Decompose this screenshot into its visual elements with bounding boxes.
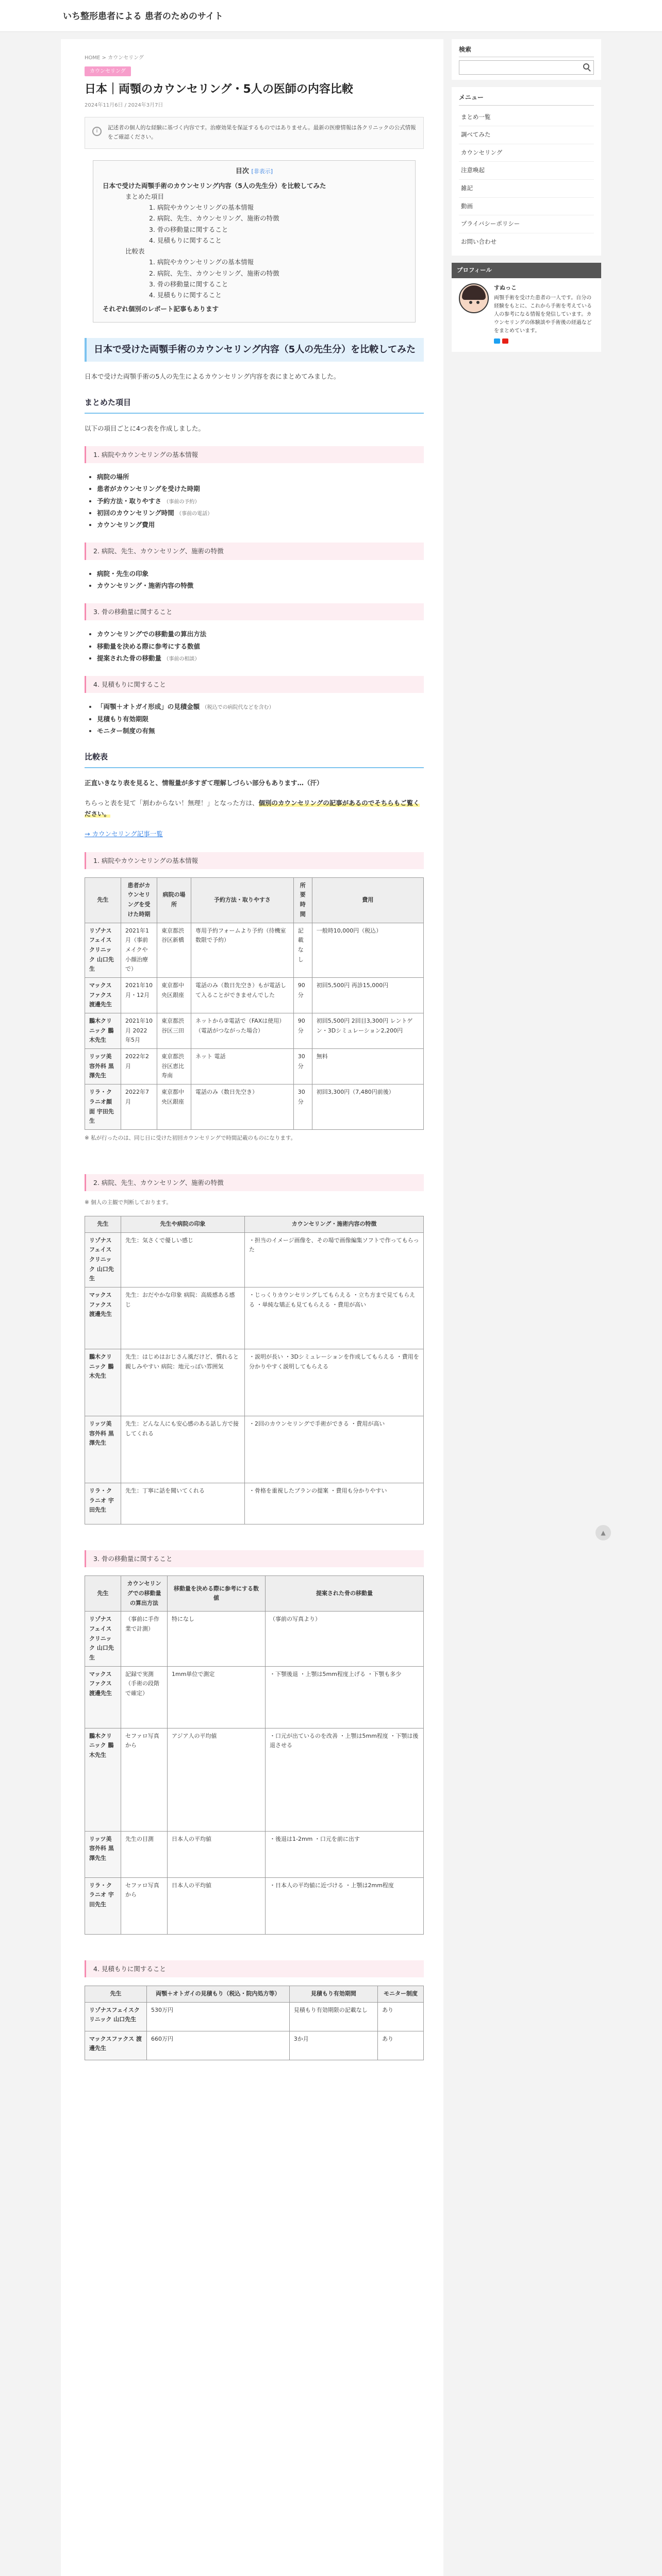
breadcrumb[interactable]: HOME > カウンセリング <box>85 55 144 61</box>
table-of-contents <box>93 160 416 323</box>
table-row: リラ・クラニオ 宇田先生 先生：丁寧に話を聞いてくれる ・骨格を重視したプランの提案 ・費用も分かりやすい <box>85 1483 424 1524</box>
items-intro: 以下の項目ごとに4つ表を作成しました。 <box>85 424 205 432</box>
category-badge[interactable]: カウンセリング <box>85 66 131 76</box>
toc-item[interactable]: 4. 見積もりに関すること <box>149 236 222 244</box>
menu-item[interactable]: 動画 <box>459 198 594 216</box>
menu-item[interactable]: 注意喚起 <box>459 162 594 180</box>
scroll-to-top-button[interactable] <box>595 1525 611 1540</box>
search-icon[interactable] <box>583 63 589 70</box>
toc-hide-toggle[interactable]: [非表示] <box>251 167 273 175</box>
item-heading: 2. 病院、先生、カウンセリング、施術の特徴 <box>85 543 424 560</box>
menu-item[interactable]: まとめ一覧 <box>459 109 594 127</box>
list-item: • 病院・先生の印象 <box>97 568 424 579</box>
list-item: • 提案された骨の移動量 （事前の相談） <box>97 653 424 664</box>
widget-title: 検索 <box>459 44 594 57</box>
notice-text: 記述者の個人的な経験に基づく内容です。治療効果を保証するものではありません。最新の医療情報は各クリニックの公式情報をご確認ください。 <box>108 124 416 140</box>
table-lead-2: ちらっと表を見て「割わからない！無理！」となった方は、個別のカウンセリングの記事があるのでそちらもご覧ください。 <box>85 799 420 818</box>
subsection-heading: まとめた項目 <box>85 396 424 414</box>
list-item: • モニター制度の有無 <box>97 725 424 736</box>
table-row: リッツ美容外科 黒澤先生 先生：どんな人にも安心感のある話し方で接してくれる ・2回のカウンセリングで手術ができる ・費用が高い <box>85 1416 424 1483</box>
twitter-icon[interactable] <box>494 338 500 344</box>
notice-box <box>85 117 424 149</box>
search-input[interactable] <box>459 61 578 74</box>
comparison-table-1: 先生 患者がカウンセリングを受けた時期 病院の場所 予約方法・取りやすさ 所要時間 費用 リゾナスフェイスクリニック 山口先生 2021年1月（事前メイクや小顔治療で） 東京都渋谷区新橋 専用予約フォームより予約（待機室数限で予約） 記載なし 一般時10,000円（税込） マックスファクス 渡邊先生 2021年10月・12月 東京都中央区銀座 電話のみ（数日先空き）もが電話して入ることができませんでした 90分 初回5,500円 再診15,000円 鵬木クリニック 鵬木先生 2021年10月 2022年5月 東京都渋谷区三田 ネットから②電話で（FAXは使用）（電話がつながった場合） 90分 初回5,500円 2回目3,300円 レントゲン・3Dシミュレーション2,200円 リッツ美容外科 黒澤先生 2022年2月 東京都渋谷区恵比寿南 ネット 電話 30分 無料 リラ・クラニオ顔面 宇田先生 2022年7月 東京都中央区銀座 電話のみ（数日先空き） 30分 初回3,300円（7,480円前後） <box>85 877 424 1130</box>
list-item: • カウンセリング費用 <box>97 519 424 530</box>
toc-header <box>103 166 406 177</box>
table-row: リラ・クラニオ 宇田先生 セファロ写真から 日本人の平均値 ・日本人の平均値に近づける ・上顎は2mm程度 <box>85 1877 424 1934</box>
toc-item[interactable]: 1. 病院やカウンセリングの基本情報 <box>149 204 254 212</box>
main-content <box>61 39 443 2576</box>
list-item: • 「両顎＋オトガイ形成」の見積金額 （税込での病院代などを含む） <box>97 701 424 712</box>
toc-item[interactable]: それぞれ個別のレポート記事もあります <box>103 305 219 313</box>
toc-item[interactable]: 3. 骨の移動量に関すること <box>149 225 228 233</box>
menu-item[interactable]: 雑記 <box>459 180 594 198</box>
item-heading: 1. 病院やカウンセリングの基本情報 <box>85 446 424 463</box>
article-list-link[interactable]: → カウンセリング記事一覧 <box>85 830 163 838</box>
site-title[interactable]: いち整形患者による 患者のためのサイト <box>63 11 223 22</box>
avatar <box>459 283 489 313</box>
menu-item[interactable]: カウンセリング <box>459 144 594 162</box>
table-row: リゾナスフェイスクリニック 山口先生 （事前に手作業で計測） 特になし （事前の写真より） <box>85 1612 424 1666</box>
list-item: • 見積もり有効期限 <box>97 714 424 724</box>
table-heading: 1. 病院やカウンセリングの基本情報 <box>85 852 424 869</box>
profile-text: 両顎手術を受けた患者の一人です。自分の経験をもとに、これから手術を考えている人の参考になる情報を発信しています。カウンセリングの体験談や手術後の経過などをまとめています。 <box>494 295 592 334</box>
toc-item[interactable]: 2. 病院、先生、カウンセリング、施術の特徴 <box>149 214 279 223</box>
list-item: • 移動量を決める際に参考にする数値 <box>97 641 424 652</box>
info-icon: i <box>92 127 102 136</box>
table-row: リッツ美容外科 黒澤先生 先生の目測 日本人の平均値 ・後退は1-2mm ・口元を前に出す <box>85 1831 424 1877</box>
table-note: ※ 個人の主観で判断しております。 <box>85 1199 172 1206</box>
table-heading: 4. 見積もりに関すること <box>85 1960 424 1977</box>
toc-item[interactable]: 3. 骨の移動量に関すること <box>149 280 228 288</box>
table-row: マックスファクス 渡邊先生 660万円 3か月 あり <box>85 2031 424 2060</box>
search-box <box>459 60 594 75</box>
item-heading: 3. 骨の移動量に関すること <box>85 603 424 620</box>
table-row: マックスファクス 渡邊先生 2021年10月・12月 東京都中央区銀座 電話のみ（数日先空き）もが電話して入ることができませんでした 90分 初回5,500円 再診15,000円 <box>85 977 424 1013</box>
profile-card <box>459 283 594 347</box>
site-header <box>0 0 662 32</box>
comparison-table-4: 先生 両顎＋オトガイの見積もり（税込・院内処方等） 見積もり有効期間 モニター制度 リゾナスフェイスクリニック 山口先生 530万円 見積もり有効期限の記載なし あり マックスファクス 渡邊先生 660万円 3か月 あり <box>85 1986 424 2060</box>
item-list <box>97 701 424 736</box>
toc-title: 目次 <box>235 167 249 175</box>
post-dates: 2024年11月6日 / 2024年3月7日 <box>85 102 163 108</box>
list-item: • カウンセリングでの移動量の算出方法 <box>97 629 424 639</box>
comparison-table-3: 先生 カウンセリングでの移動量の算出方法 移動量を決める際に参考にする数値 提案された骨の移動量 リゾナスフェイスクリニック 山口先生 （事前に手作業で計測） 特になし （事前の写真より） マックスファクス 渡邊先生 記録で実測（手術の段階で確定） 1mm単位で測定 ・下顎後退 ・上顎は5mm程度上げる ・下顎も多少 鵬木クリニック 鵬木先生 セファロ写真から アジア人の平均値 ・口元が出ているのを改善 ・上顎は5mm程度 ・下顎は後退させる リッツ美容外科 黒澤先生 先生の目測 日本人の平均値 ・後退は1-2mm ・口元を前に出す リラ・クラニオ 宇田先生 セファロ写真から 日本人の平均値 ・日本人の平均値に近づける ・上顎は2mm程度 <box>85 1575 424 1935</box>
comparison-table-2: 先生 先生や病院の印象 カウンセリング・施術内容の特徴 リゾナスフェイスクリニック 山口先生 先生：気さくで優しい感じ ・担当のイメージ画像を、その場で画像編集ソフトで作ってもらった マックスファクス 渡邊先生 先生：おだやかな印象 病院：高級感ある感じ ・じっくりカウンセリングしてもらえる ・立ち方まで見てもらえる ・単純な矯正も見てもらえる ・費用が高い 鵬木クリニック 鵬木先生 先生：はじめはおじさん風だけど、慣れると親しみやすい 病院：地元っぽい雰囲気 ・説明が長い ・3Dシミュレーションを作成してもらえる ・費用を分かりやすく説明してもらえる リッツ美容外科 黒澤先生 先生：どんな人にも安心感のある話し方で接してくれる ・2回のカウンセリングで手術ができる ・費用が高い リラ・クラニオ 宇田先生 先生：丁寧に話を聞いてくれる ・骨格を重視したプランの提案 ・費用も分かりやすい <box>85 1216 424 1524</box>
table-row: リラ・クラニオ顔面 宇田先生 2022年7月 東京都中央区銀座 電話のみ（数日先空き） 30分 初回3,300円（7,480円前後） <box>85 1084 424 1130</box>
list-item: • 初回のカウンセリング時間 （事前の電話） <box>97 507 424 518</box>
table-lead: 正直いきなり表を見ると、情報量が多すぎて理解しづらい部分もあります…（汗） <box>85 778 323 787</box>
toc-item[interactable]: 1. 病院やカウンセリングの基本情報 <box>149 258 254 266</box>
widget-title: メニュー <box>459 92 594 105</box>
page-title: 日本｜両顎のカウンセリング・5人の医師の内容比較 <box>85 83 353 96</box>
search-widget <box>452 39 601 80</box>
item-heading: 4. 見積もりに関すること <box>85 676 424 693</box>
item-list <box>97 471 424 530</box>
table-row: リッツ美容外科 黒澤先生 2022年2月 東京都渋谷区恵比寿南 ネット 電話 30分 無料 <box>85 1049 424 1084</box>
table-row: 鵬木クリニック 鵬木先生 セファロ写真から アジア人の平均値 ・口元が出ているのを改善 ・上顎は5mm程度 ・下顎は後退させる <box>85 1728 424 1831</box>
item-list <box>97 568 424 591</box>
toc-item[interactable]: まとめた項目 <box>125 192 164 200</box>
table-row: マックスファクス 渡邊先生 記録で実測（手術の段階で確定） 1mm単位で測定 ・下顎後退 ・上顎は5mm程度上げる ・下顎も多少 <box>85 1666 424 1728</box>
toc-item[interactable]: 4. 見積もりに関すること <box>149 291 222 299</box>
intro-text: 日本で受けた両顎手術の5人の先生によるカウンセリング内容を表にまとめてみました。 <box>85 372 340 380</box>
list-item: • 患者がカウンセリングを受けた時期 <box>97 483 424 494</box>
toc-item[interactable]: 比較表 <box>125 247 145 256</box>
menu-widget <box>452 87 601 256</box>
chevron-up-icon: ▲ <box>601 1529 606 1536</box>
toc-item[interactable]: 2. 病院、先生、カウンセリング、施術の特徴 <box>149 269 279 277</box>
menu-item[interactable]: 調べてみた <box>459 126 594 144</box>
table-row: リゾナスフェイスクリニック 山口先生 先生：気さくで優しい感じ ・担当のイメージ画像を、その場で画像編集ソフトで作ってもらった <box>85 1232 424 1287</box>
table-row: マックスファクス 渡邊先生 先生：おだやかな印象 病院：高級感ある感じ ・じっくりカウンセリングしてもらえる ・立ち方まで見てもらえる ・単純な矯正も見てもらえる ・費用が高い <box>85 1287 424 1349</box>
menu-item[interactable]: お問い合わせ <box>461 238 496 245</box>
subsection-heading: 比較表 <box>85 751 424 768</box>
widget-title: プロフィール <box>452 263 601 278</box>
table-row: リゾナスフェイスクリニック 山口先生 2021年1月（事前メイクや小顔治療で） 東京都渋谷区新橋 専用予約フォームより予約（待機室数限で予約） 記載なし 一般時10,000円（税込） <box>85 923 424 977</box>
menu-item[interactable]: プライバシーポリシー <box>459 215 594 233</box>
sns-links <box>494 338 594 347</box>
list-item: • 病院の場所 <box>97 471 424 482</box>
profile-widget <box>452 263 601 352</box>
table-row: 鵬木クリニック 鵬木先生 先生：はじめはおじさん風だけど、慣れると親しみやすい 病院：地元っぽい雰囲気 ・説明が長い ・3Dシミュレーションを作成してもらえる ・費用を分かりやすく説明してもらえる <box>85 1349 424 1416</box>
list-item: • カウンセリング・施術内容の特徴 <box>97 580 424 591</box>
profile-name: すぬっこ <box>494 284 517 291</box>
table-heading: 3. 骨の移動量に関すること <box>85 1550 424 1567</box>
table-row: 鵬木クリニック 鵬木先生 2021年10月 2022年5月 東京都渋谷区三田 ネットから②電話で（FAXは使用）（電話がつながった場合） 90分 初回5,500円 2回目3,300円 レントゲン・3Dシミュレーション2,200円 <box>85 1013 424 1049</box>
list-item: • 予約方法・取りやすさ （事前の予約） <box>97 496 424 506</box>
sidebar <box>452 39 601 359</box>
youtube-icon[interactable] <box>502 338 508 344</box>
toc-item[interactable]: 日本で受けた両顎手術のカウンセリング内容（5人の先生分）を比較してみた <box>103 181 326 190</box>
item-list <box>97 629 424 664</box>
table-row: リゾナスフェイスクリニック 山口先生 530万円 見積もり有効期限の記載なし あり <box>85 2002 424 2031</box>
section-heading: 日本で受けた両顎手術のカウンセリング内容（5人の先生分）を比較してみた <box>85 338 424 362</box>
table-note: ※ 私が行ったのは、同じ日に受けた初回カウンセリングで時間記載のものになります。 <box>85 1134 296 1141</box>
table-heading: 2. 病院、先生、カウンセリング、施術の特徴 <box>85 1174 424 1191</box>
